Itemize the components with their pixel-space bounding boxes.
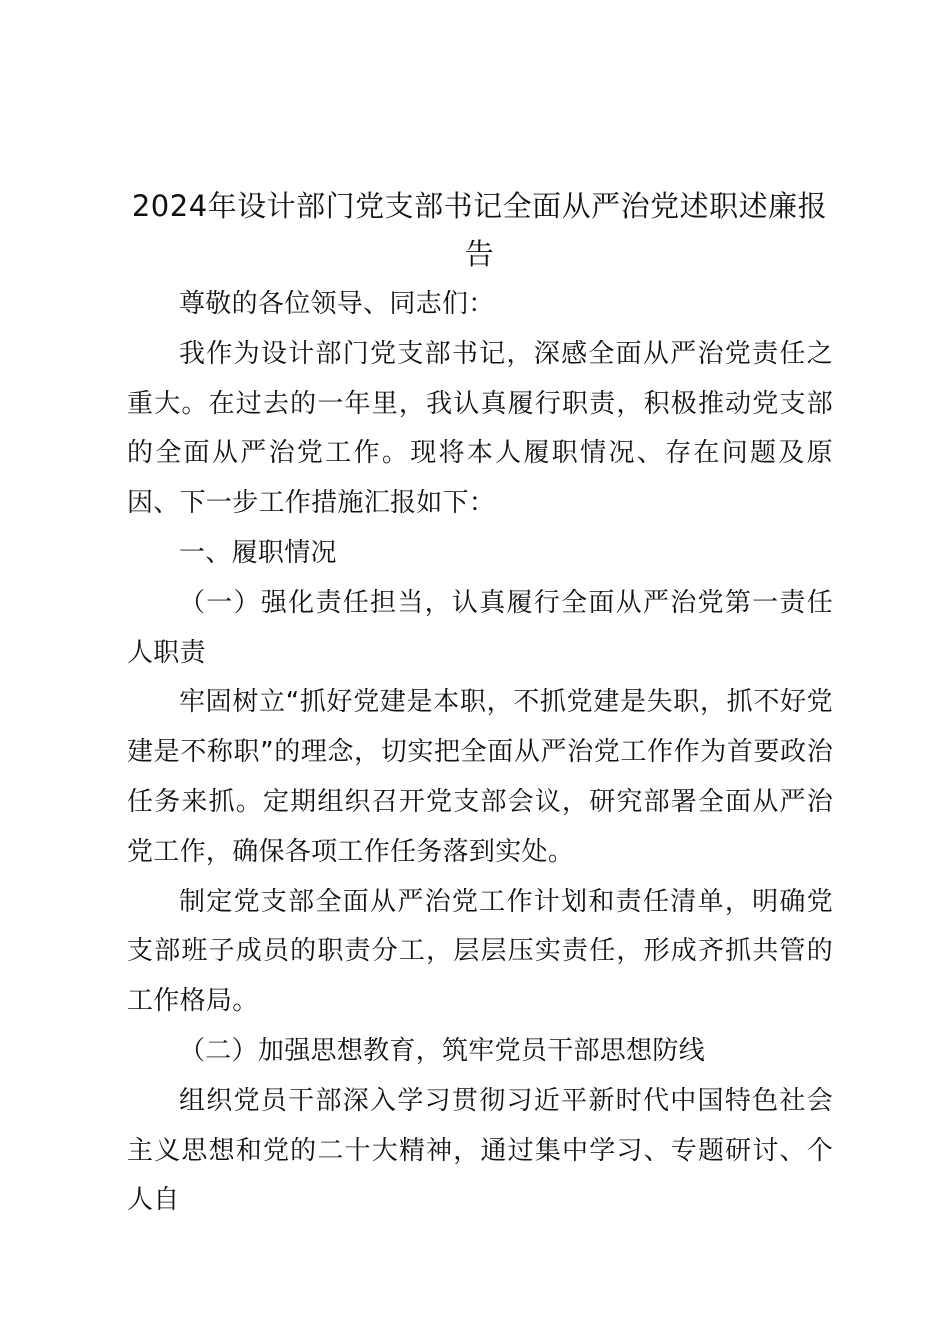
section-heading: 一、履职情况: [179, 537, 337, 568]
document-body: [127, 280, 833, 1226]
salutation-paragraph: 尊敬的各位领导、同志们：: [179, 289, 495, 319]
subsection-heading: （一）强化责任担当，认真履行全面从严治党第一责任人职责: [127, 587, 833, 668]
body-paragraph: 牢固树立“抓好党建是本职，不抓党建是失职，抓不好党建是不称职”的理念，切实把全面从严治党工作作为首要政治任务来抓。定期组织召开党支部会议，研究部署全面从严治党工作，确保各项工作任务落到实处。: [127, 687, 833, 867]
body-paragraph: 组织党员干部深入学习贯彻习近平新时代中国特色社会主义思想和党的二十大精神，通过集中学习、专题研讨、个人自: [127, 1085, 833, 1216]
document-title: 2024年设计部门党支部书记全面从严治党述职述廉报告: [131, 189, 828, 271]
intro-paragraph: 我作为设计部门党支部书记，深感全面从严治党责任之重大。在过去的一年里，我认真履行职责，积极推动党支部的全面从严治党工作。现将本人履职情况、存在问题及原因、下一步工作措施汇报如下：: [127, 338, 833, 519]
subsection-heading: （二）加强思想教育，筑牢党员干部思想防线: [179, 1035, 706, 1066]
body-paragraph: 制定党支部全面从严治党工作计划和责任清单，明确党支部班子成员的职责分工，层层压实责任，形成齐抓共管的工作格局。: [127, 886, 833, 1017]
